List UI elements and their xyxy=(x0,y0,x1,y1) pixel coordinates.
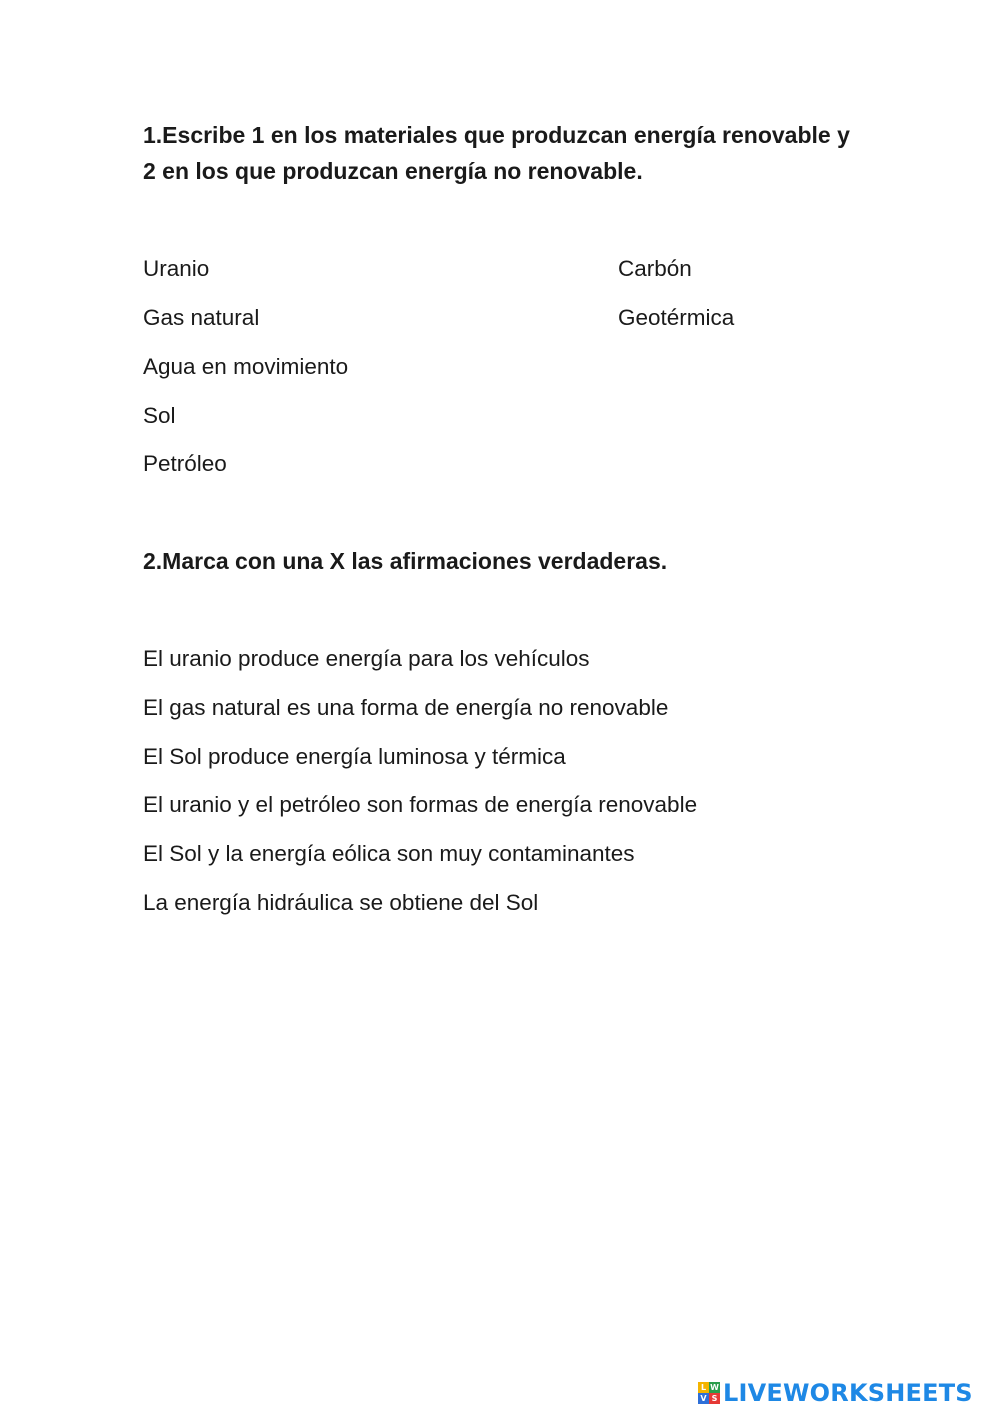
q2-statement-2: El gas natural es una forma de energía no renovable xyxy=(143,695,669,720)
q1-item-carbon: Carbón xyxy=(618,256,692,281)
liveworksheets-logo xyxy=(698,1378,973,1408)
q1-item-uranio: Uranio xyxy=(143,256,210,281)
question-2-title: 2.Marca con una X las afirmaciones verdaderas. xyxy=(143,548,668,574)
liveworksheets-logo-text: LIVEWORKSHEETS xyxy=(723,1379,973,1407)
q2-statement-5: El Sol y la energía eólica son muy contaminantes xyxy=(143,841,635,866)
q1-item-sol: Sol xyxy=(143,403,176,428)
question-1-title: 1.Escribe 1 en los materiales que produzcan energía renovable y 2 en los que produzcan energía no renovable. xyxy=(143,122,850,184)
q2-statement-1: El uranio produce energía para los vehículos xyxy=(143,646,590,671)
q1-item-geotermica: Geotérmica xyxy=(618,305,735,330)
q1-item-gas-natural: Gas natural xyxy=(143,305,260,330)
q2-statement-6: La energía hidráulica se obtiene del Sol xyxy=(143,890,539,915)
liveworksheets-logo-icon: L W V S xyxy=(698,1382,720,1404)
q1-item-petroleo: Petróleo xyxy=(143,451,227,476)
q1-item-agua-en-movimiento: Agua en movimiento xyxy=(143,354,349,379)
q2-statement-3: El Sol produce energía luminosa y térmica xyxy=(143,744,566,769)
q2-statement-4: El uranio y el petróleo son formas de energía renovable xyxy=(143,792,698,817)
